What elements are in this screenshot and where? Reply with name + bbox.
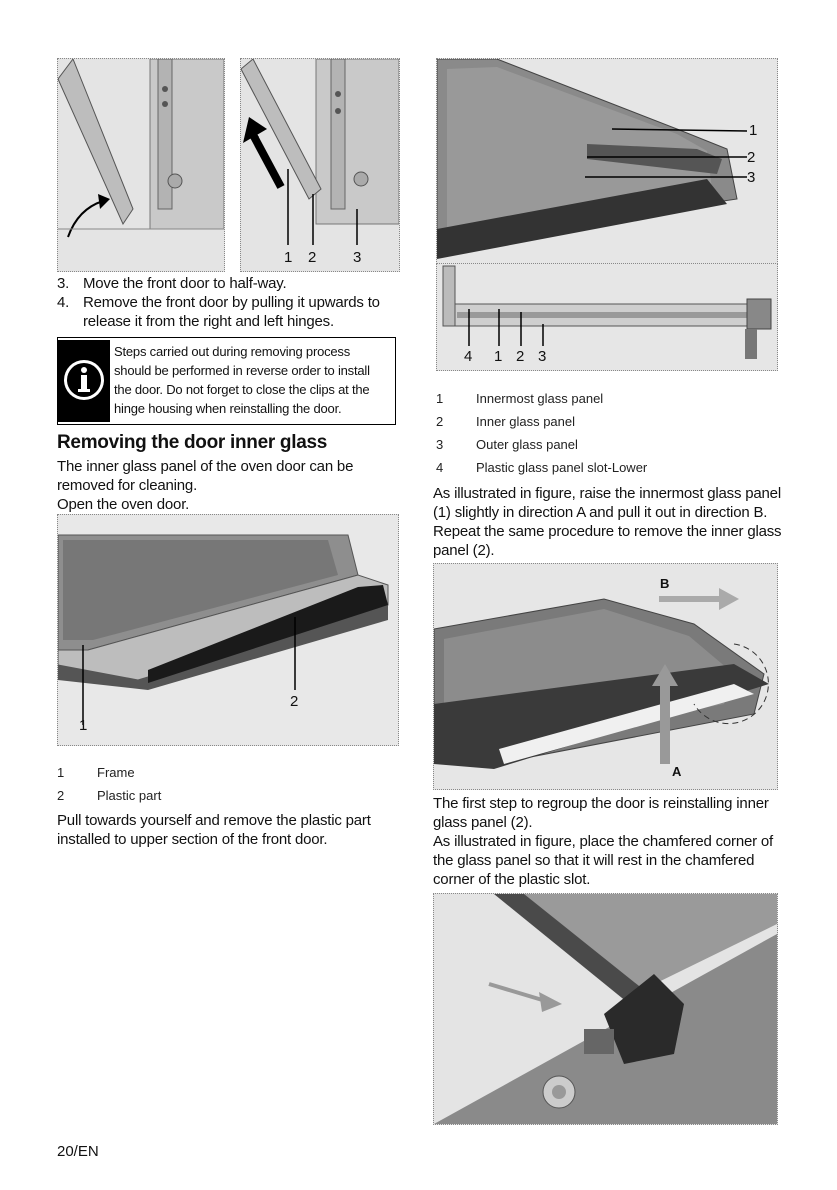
caption-frame-text: Frame bbox=[97, 765, 135, 780]
caption-plastic-num: 2 bbox=[57, 788, 65, 803]
info-line-2: should be performed in reverse order to install bbox=[114, 363, 370, 378]
slot-label-4: 4 bbox=[464, 348, 473, 365]
plastic-part-paragraph bbox=[57, 811, 397, 849]
intro-line-1: The inner glass panel of the oven door can be bbox=[57, 458, 354, 475]
caption-inner-text: Inner glass panel bbox=[476, 414, 576, 429]
panel-direction-illustration bbox=[434, 564, 777, 789]
para2-line-2: glass panel (2). bbox=[433, 814, 533, 831]
frame-label-2: 2 bbox=[290, 693, 299, 710]
caption-slot-text: Plastic glass panel slot-Lower bbox=[476, 460, 648, 475]
step-3-number: 3. bbox=[57, 275, 70, 292]
reinstall-paragraph bbox=[433, 794, 783, 889]
hinge-label-2: 2 bbox=[308, 249, 317, 266]
caption-frame bbox=[57, 761, 397, 784]
section-heading: Removing the door inner glass bbox=[57, 432, 328, 453]
slot-label-3: 3 bbox=[538, 348, 547, 365]
info-text bbox=[114, 342, 396, 418]
caption-slot-num: 4 bbox=[436, 460, 444, 475]
caption-plastic-part bbox=[57, 784, 397, 807]
step-4-number: 4. bbox=[57, 294, 70, 311]
intro-line-3: Open the oven door. bbox=[57, 496, 190, 513]
info-line-3: the door. Do not forget to close the clips at the bbox=[114, 382, 370, 397]
para2-line-1: The first step to regroup the door is reinstalling inner bbox=[433, 795, 769, 812]
after-line-2: installed to upper section of the front door. bbox=[57, 831, 328, 848]
panel-slot-figure bbox=[436, 263, 778, 371]
caption-frame-num: 1 bbox=[57, 765, 65, 780]
caption-outer bbox=[436, 433, 776, 456]
para2-line-4: the glass panel so that it will rest in the chamfered bbox=[433, 852, 755, 869]
info-icon bbox=[58, 340, 110, 422]
steps-list bbox=[57, 274, 397, 331]
panel-captions bbox=[436, 387, 776, 479]
panel-label-3: 3 bbox=[747, 169, 756, 186]
step-4-continuation bbox=[57, 312, 397, 331]
door-frame-figure bbox=[57, 514, 399, 746]
caption-slot bbox=[436, 456, 776, 479]
caption-outer-num: 3 bbox=[436, 437, 444, 452]
para2-line-5: corner of the plastic slot. bbox=[433, 871, 591, 888]
panel-direction-figure bbox=[433, 563, 778, 790]
caption-innermost-text: Innermost glass panel bbox=[476, 391, 604, 406]
hinge-label-3: 3 bbox=[353, 249, 362, 266]
panel-label-2: 2 bbox=[747, 149, 756, 166]
info-note-box bbox=[57, 337, 396, 425]
panel-label-1: 1 bbox=[749, 122, 758, 139]
step-3 bbox=[57, 274, 397, 293]
glass-panels-figure bbox=[436, 58, 778, 264]
para1-line-3: Repeat the same procedure to remove the inner glass bbox=[433, 523, 782, 540]
hinge-label-1: 1 bbox=[284, 249, 293, 266]
hinge-removal-illustration bbox=[241, 59, 399, 271]
info-line-4: hinge housing when reinstalling the door. bbox=[114, 401, 342, 416]
chamfered-corner-illustration bbox=[434, 894, 777, 1124]
step-4-text-2: release it from the right and left hinges. bbox=[83, 313, 334, 330]
door-frame-illustration bbox=[58, 515, 398, 745]
intro-paragraph bbox=[57, 457, 397, 514]
frame-captions bbox=[57, 761, 397, 807]
direction-label-b: B bbox=[660, 576, 670, 591]
step-4 bbox=[57, 293, 397, 312]
step-3-text: Move the front door to half-way. bbox=[83, 275, 287, 292]
caption-innermost bbox=[436, 387, 776, 410]
hinge-figure-right bbox=[240, 58, 400, 272]
caption-outer-text: Outer glass panel bbox=[476, 437, 578, 452]
para2-line-3: As illustrated in figure, place the chamfered corner of bbox=[433, 833, 774, 850]
hinge-illustration bbox=[58, 59, 224, 271]
para1-line-1: As illustrated in figure, raise the innermost glass panel bbox=[433, 485, 781, 502]
caption-innermost-num: 1 bbox=[436, 391, 444, 406]
chamfered-corner-figure bbox=[433, 893, 778, 1125]
intro-line-2: removed for cleaning. bbox=[57, 477, 198, 494]
direction-label-a: A bbox=[672, 764, 682, 779]
remove-panel-paragraph bbox=[433, 484, 783, 560]
para1-line-2: (1) slightly in direction A and pull it out in direction B. bbox=[433, 504, 768, 521]
para1-line-4: panel (2). bbox=[433, 542, 495, 559]
hinge-figure-left bbox=[57, 58, 225, 272]
slot-label-2: 2 bbox=[516, 348, 525, 365]
step-4-text: Remove the front door by pulling it upwards to bbox=[83, 294, 380, 311]
caption-inner-num: 2 bbox=[436, 414, 444, 429]
caption-plastic-text: Plastic part bbox=[97, 788, 162, 803]
glass-panels-illustration bbox=[437, 59, 777, 263]
page-number: 20/EN bbox=[57, 1143, 99, 1160]
frame-label-1: 1 bbox=[79, 717, 88, 734]
info-line-1: Steps carried out during removing process bbox=[114, 344, 351, 359]
slot-label-1: 1 bbox=[494, 348, 503, 365]
caption-inner bbox=[436, 410, 776, 433]
panel-slot-illustration bbox=[437, 264, 777, 370]
after-line-1: Pull towards yourself and remove the plastic part bbox=[57, 812, 371, 829]
